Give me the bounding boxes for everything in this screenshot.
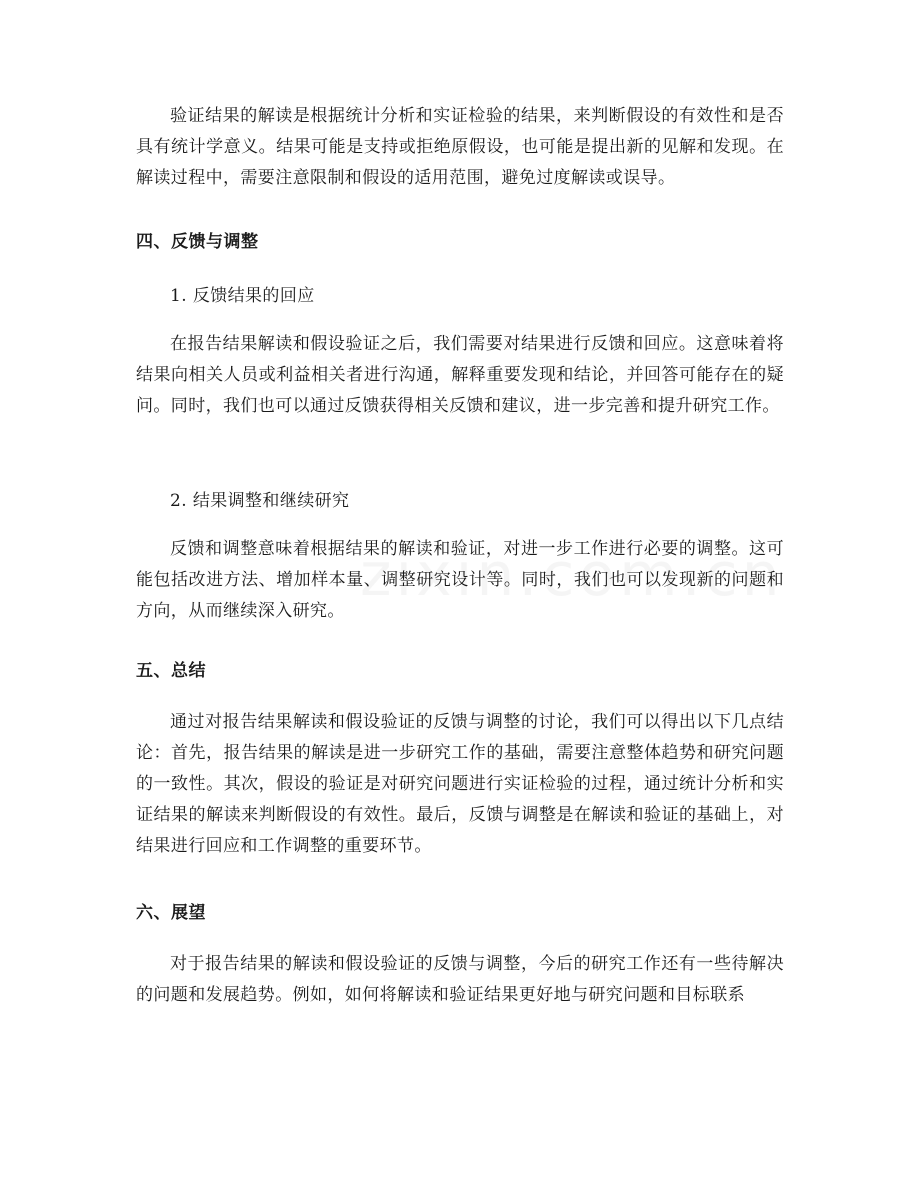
section-heading-feedback: 四、反馈与调整 [136,232,259,252]
paragraph-adjustment: 反馈和调整意味着根据结果的解读和验证，对进一步工作进行必要的调整。这可能包括改进方法、增加样本量、调整研究设计等。同时，我们也可以发现新的问题和方向，从而继续深入研究。 [136,539,784,621]
subsection-title-adjustment: 2. 结果调整和继续研究 [170,491,350,511]
section-heading-summary: 五、总结 [136,661,206,681]
paragraph-outlook: 对于报告结果的解读和假设验证的反馈与调整，今后的研究工作还有一些待解决的问题和发展趋势。例如，如何将解读和验证结果更好地与研究问题和目标联系 [136,954,784,1005]
subsection-title-feedback-response: 1. 反馈结果的回应 [170,286,315,306]
intro-paragraph: 验证结果的解读是根据统计分析和实证检验的结果，来判断假设的有效性和是否具有统计学意义。结果可能是支持或拒绝原假设，也可能是提出新的见解和发现。在解读过程中，需要注意限制和假设的适用范围，避免过度解读或误导。 [136,106,784,188]
paragraph-summary: 通过对报告结果解读和假设验证的反馈与调整的讨论，我们可以得出以下几点结论：首先，报告结果的解读是进一步研究工作的基础，需要注意整体趋势和研究问题的一致性。其次，假设的验证是对研究问题进行实证检验的过程，通过统计分析和实证结果的解读来判断假设的有效性。最后，反馈与调整是在解读和验证的基础上，对结果进行回应和工作调整的重要环节。 [136,712,784,856]
section-heading-outlook: 六、展望 [136,903,206,923]
paragraph-feedback-response: 在报告结果解读和假设验证之后，我们需要对结果进行反馈和回应。这意味着将结果向相关人员或利益相关者进行沟通，解释重要发现和结论，并回答可能存在的疑问。同时，我们也可以通过反馈获得相关反馈和建议，进一步完善和提升研究工作。 [136,334,784,416]
